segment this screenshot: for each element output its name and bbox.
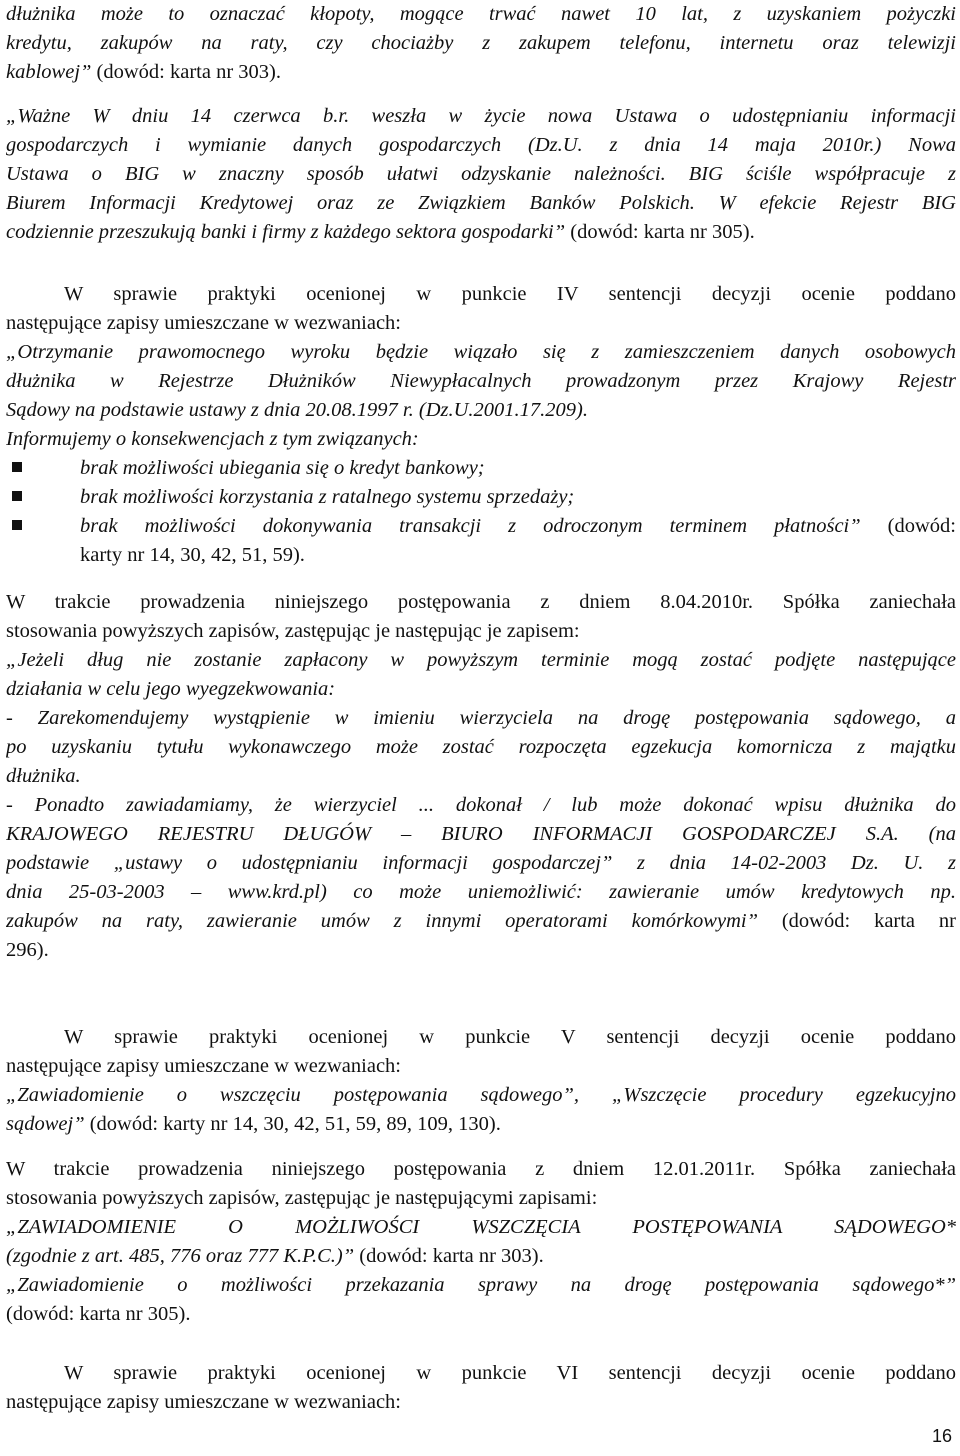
square-bullet-icon xyxy=(12,462,22,472)
paragraph-line: Ustawa o BIG w znaczny sposób ułatwi odzyskanie należności. BIG ściśle współpracuje z xyxy=(6,163,956,185)
list-item: brak możliwości ubiegania się o kredyt bankowy; xyxy=(6,454,956,482)
paragraph-line: (zgodnie z art. 485, 776 oraz 777 K.P.C.)” (dowód: karta nr 303). xyxy=(6,1245,544,1267)
paragraph-line: działania w celu jego wyegzekwowania: xyxy=(6,678,336,700)
paragraph-line: stosowania powyższych zapisów, zastępując je następując je zapisem: xyxy=(6,620,580,642)
paragraph-line: W sprawie praktyki ocenionej w punkcie VI sentencji decyzji ocenie poddano xyxy=(64,1362,956,1384)
paragraph-line: W trakcie prowadzenia niniejszego postępowania z dniem 12.01.2011r. Spółka zaniechała xyxy=(6,1158,956,1180)
paragraph-line: gospodarczych i wymianie danych gospodarczych (Dz.U. z dnia 14 maja 2010r.) Nowa xyxy=(6,134,956,156)
list-item: brak możliwości dokonywania transakcji z odroczonym terminem płatności” (dowód: xyxy=(6,512,956,540)
paragraph-line: - Ponadto zawiadamiamy, że wierzyciel ... dokonał / lub może dokonać wpisu dłużnika do xyxy=(6,794,956,816)
paragraph-line: dłużnika może to oznaczać kłopoty, mogące trwać nawet 10 lat, z uzyskaniem pożyczki xyxy=(6,3,956,25)
paragraph-line: W trakcie prowadzenia niniejszego postępowania z dniem 8.04.2010r. Spółka zaniechała xyxy=(6,591,956,613)
paragraph-line: „ZAWIADOMIENIE O MOŻLIWOŚCI WSZCZĘCIA POSTĘPOWANIA SĄDOWEGO* xyxy=(6,1216,956,1238)
square-bullet-icon xyxy=(12,491,22,501)
square-bullet-icon xyxy=(12,520,22,530)
paragraph-line: następujące zapisy umieszczane w wezwaniach: xyxy=(6,312,401,334)
paragraph-line: „Zawiadomienie o możliwości przekazania sprawy na drogę postępowania sądowego*” xyxy=(6,1274,956,1296)
paragraph-line: zakupów na raty, zawieranie umów z innymi operatorami komórkowymi” (dowód: karta nr xyxy=(6,910,956,932)
paragraph-line: codziennie przeszukują banki i firmy z każdego sektora gospodarki” (dowód: karta nr 305). xyxy=(6,221,755,243)
paragraph-line: KRAJOWEGO REJESTRU DŁUGÓW – BIURO INFORMACJI GOSPODARCZEJ S.A. (na xyxy=(6,823,956,845)
paragraph-line: - Zarekomendujemy wystąpienie w imieniu wierzyciela na drogę postępowania sądowego, a xyxy=(6,707,956,729)
paragraph-line: sądowej” (dowód: karty nr 14, 30, 42, 51, 59, 89, 109, 130). xyxy=(6,1113,501,1135)
paragraph-line: kablowej” (dowód: karta nr 303). xyxy=(6,61,281,83)
paragraph-line: Sądowy na podstawie ustawy z dnia 20.08.1997 r. (Dz.U.2001.17.209). xyxy=(6,399,588,421)
paragraph-line: dłużnika. xyxy=(6,765,81,787)
paragraph-line: Informujemy o konsekwencjach z tym związanych: xyxy=(6,428,419,450)
paragraph-line: W sprawie praktyki ocenionej w punkcie V sentencji decyzji ocenie poddano xyxy=(64,1026,956,1048)
paragraph-line: „Otrzymanie prawomocnego wyroku będzie wiązało się z zamieszczeniem danych osobowych xyxy=(6,341,956,363)
paragraph-line: stosowania powyższych zapisów, zastępując je następującymi zapisami: xyxy=(6,1187,598,1209)
paragraph-line: W sprawie praktyki ocenionej w punkcie IV sentencji decyzji ocenie poddano xyxy=(64,283,956,305)
paragraph-line: podstawie „ustawy o udostępnianiu informacji gospodarczej” z dnia 14-02-2003 Dz. U. z xyxy=(6,852,956,874)
paragraph-line: Biurem Informacji Kredytowej oraz ze Związkiem Banków Polskich. W efekcie Rejestr BIG xyxy=(6,192,956,214)
paragraph-line: (dowód: karta nr 305). xyxy=(6,1303,191,1325)
list-item: brak możliwości korzystania z ratalnego systemu sprzedaży; xyxy=(6,483,956,511)
paragraph-line: dłużnika w Rejestrze Dłużników Niewypłacalnych prowadzonym przez Krajowy Rejestr xyxy=(6,370,956,392)
list-item-continuation: karty nr 14, 30, 42, 51, 59). xyxy=(80,544,305,566)
paragraph-line: 296). xyxy=(6,939,49,961)
page-number: 16 xyxy=(931,1426,952,1446)
paragraph-line: „Zawiadomienie o wszczęciu postępowania sądowego”, „Wszczęcie procedury egzekucyjno xyxy=(6,1084,956,1106)
paragraph-line: „Ważne W dniu 14 czerwca b.r. weszła w życie nowa Ustawa o udostępnianiu informacji xyxy=(6,105,956,127)
paragraph-line: następujące zapisy umieszczane w wezwaniach: xyxy=(6,1055,401,1077)
paragraph-line: po uzyskaniu tytułu wykonawczego może zostać rozpoczęta egzekucja komornicza z majątku xyxy=(6,736,956,758)
paragraph-line: kredytu, zakupów na raty, czy chociażby z zakupem telefonu, internetu oraz telewizji xyxy=(6,32,956,54)
paragraph-line: „Jeżeli dług nie zostanie zapłacony w powyższym terminie mogą zostać podjęte następujące xyxy=(6,649,956,671)
paragraph-line: następujące zapisy umieszczane w wezwaniach: xyxy=(6,1391,401,1413)
paragraph-line: dnia 25-03-2003 – www.krd.pl) co może uniemożliwić: zawieranie umów kredytowych np. xyxy=(6,881,956,903)
